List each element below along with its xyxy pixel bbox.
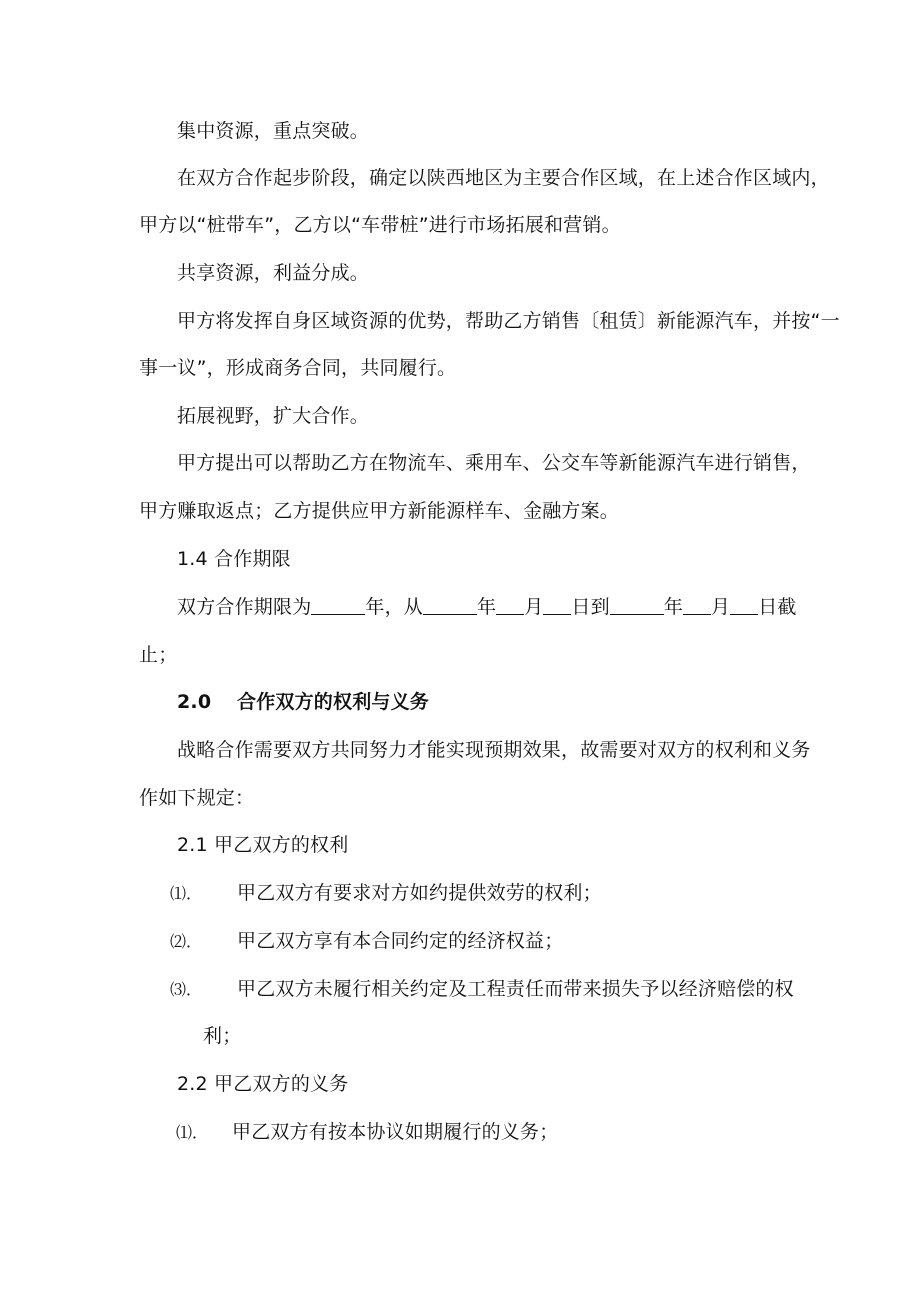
- term-text: 年，从: [365, 596, 424, 618]
- fill-blank: [610, 594, 664, 615]
- section-title-2-0: 合作双方的权利与义务: [237, 691, 430, 713]
- section-title-2-1: 2.1 甲乙双方的权利: [177, 834, 349, 856]
- section-number-2-0: 2.0: [177, 691, 212, 713]
- term-text: 日到: [571, 596, 610, 618]
- paragraph-line: 事一议”，形成商务合同，共同履行。: [139, 357, 457, 379]
- term-line: [177, 594, 797, 620]
- list-number: ⑶．: [170, 980, 203, 999]
- fill-blank: [496, 594, 524, 615]
- paragraph-heading: 共享资源，利益分成。: [177, 262, 370, 284]
- paragraph-heading: 拓展视野，扩大合作。: [177, 405, 370, 427]
- term-text: 日截: [758, 596, 797, 618]
- paragraph-heading: 集中资源，重点突破。: [177, 120, 370, 142]
- term-text: 年: [477, 596, 497, 618]
- list-number: ⑵．: [170, 932, 203, 951]
- paragraph-line: 甲方提出可以帮助乙方在物流车、乘用车、公交车等新能源汽车进行销售，: [177, 452, 811, 474]
- fill-blank: [423, 594, 477, 615]
- term-line-continued: 止；: [139, 644, 178, 666]
- paragraph-line: 甲方以“桩带车”，乙方以“车带桩”进行市场拓展和营销。: [139, 214, 621, 236]
- paragraph-line: 甲方赚取返点；乙方提供应甲方新能源样车、金融方案。: [139, 500, 620, 522]
- term-text: 月: [711, 596, 731, 618]
- list-item-text: 甲乙双方有要求对方如约提供效劳的权利；: [237, 882, 602, 904]
- list-item-continued: 利；: [203, 1025, 242, 1047]
- list-number: ⑴．: [176, 1123, 209, 1142]
- list-number: ⑴．: [170, 884, 203, 903]
- paragraph-line: 作如下规定：: [139, 787, 255, 809]
- term-text: 月: [524, 596, 544, 618]
- list-item-text: 甲乙双方未履行相关约定及工程责任而带来损失予以经济赔偿的权: [237, 978, 794, 1000]
- fill-blank: [730, 594, 758, 615]
- section-title-2-2: 2.2 甲乙双方的义务: [177, 1073, 349, 1095]
- term-text: 年: [663, 596, 684, 618]
- fill-blank: [543, 594, 571, 615]
- term-text: 双方合作期限为: [177, 596, 312, 618]
- paragraph-line: 在双方合作起步阶段，确定以陕西地区为主要合作区域，在上述合作区域内，: [177, 167, 830, 189]
- list-item-text: 甲乙双方享有本合同约定的经济权益；: [237, 930, 564, 952]
- list-item-text: 甲乙双方有按本协议如期履行的义务；: [232, 1121, 559, 1143]
- section-title-1-4: 1.4 合作期限: [177, 548, 291, 570]
- paragraph-line: 战略合作需要双方共同努力才能实现预期效果，故需要对双方的权利和义务: [177, 739, 811, 761]
- fill-blank: [683, 594, 711, 615]
- fill-blank: [311, 594, 365, 615]
- paragraph-line: 甲方将发挥自身区域资源的优势，帮助乙方销售〔租赁〕新能源汽车，并按“一: [177, 310, 840, 332]
